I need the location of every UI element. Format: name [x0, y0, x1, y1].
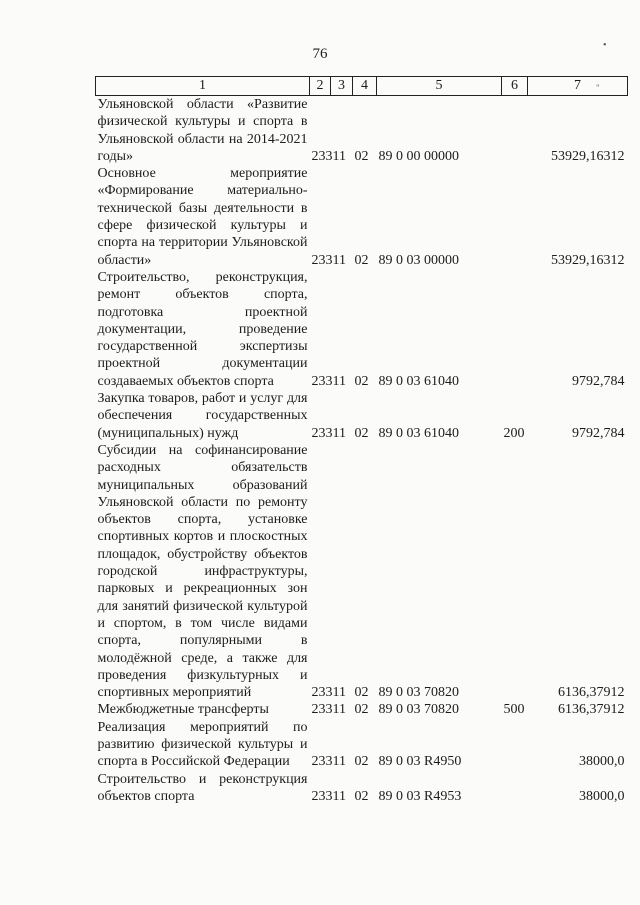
- table-row: [96, 269, 628, 390]
- header-col-2: 2: [310, 77, 331, 96]
- row-code-target: 89 0 03 00000: [378, 252, 459, 268]
- row-code-type: 500: [503, 702, 525, 718]
- row-code-type: [502, 96, 528, 166]
- row-code-subsection: 02: [354, 702, 369, 718]
- budget-table: [95, 76, 628, 805]
- row-code-type: [502, 165, 528, 269]
- row-code-ministry: 233: [311, 685, 333, 701]
- row-name: Реализация мероприятий по развитию физической культуры и спорта в Российской Федерации: [97, 719, 308, 770]
- table-row: [96, 390, 628, 442]
- row-code-ministry: 233: [311, 425, 333, 441]
- row-code-type: [502, 269, 528, 390]
- row-code-type: [502, 442, 528, 701]
- table-row: [96, 442, 628, 701]
- row-code-section: 11: [332, 373, 346, 389]
- header-col-5: 5: [377, 77, 502, 96]
- page-number: 76: [312, 46, 328, 62]
- row-name: Строительство, реконструкция, ремонт объектов спорта, подготовка проектной документации, проведение государственной экспертизы проектной документации создаваемых объектов спорта: [97, 269, 308, 389]
- row-sum: 38000,0: [579, 754, 625, 770]
- tick-mark: ": [596, 83, 600, 93]
- row-code-target: 89 0 03 61040: [378, 425, 459, 441]
- row-code-type: [502, 771, 528, 806]
- row-sum: 53929,16312: [551, 252, 625, 268]
- row-code-subsection: 02: [354, 373, 369, 389]
- row-code-section: 11: [332, 148, 346, 164]
- corner-mark: •: [603, 40, 607, 51]
- row-code-ministry: 233: [311, 148, 333, 164]
- row-code-type: [502, 719, 528, 771]
- row-code-section: 11: [332, 685, 346, 701]
- row-sum: 9792,784: [572, 373, 625, 389]
- row-code-target: 89 0 03 70820: [378, 685, 459, 701]
- row-code-section: 11: [332, 702, 346, 718]
- row-code-target: 89 0 03 70820: [378, 702, 459, 718]
- table-row: [96, 701, 628, 718]
- row-sum: 6136,37912: [558, 685, 625, 701]
- header-col-7: 7: [528, 77, 628, 96]
- row-code-target: 89 0 03 61040: [378, 373, 459, 389]
- header-col-4: 4: [353, 77, 377, 96]
- table-row: [96, 719, 628, 771]
- row-code-section: 11: [332, 788, 346, 804]
- row-code-subsection: 02: [354, 148, 369, 164]
- row-name: Ульяновской области «Развитие физической культуры и спорта в Ульяновской области на 2014-2021 годы»: [97, 97, 308, 164]
- row-name: Межбюджетные трансферты: [97, 702, 269, 718]
- row-sum: 53929,16312: [551, 148, 625, 164]
- row-code-subsection: 02: [354, 754, 369, 770]
- row-code-section: 11: [332, 754, 346, 770]
- table-row: [96, 96, 628, 166]
- row-sum: 38000,0: [579, 788, 625, 804]
- row-code-subsection: 02: [354, 252, 369, 268]
- header-col-3: 3: [331, 77, 353, 96]
- row-sum: 9792,784: [572, 425, 625, 441]
- row-code-subsection: 02: [354, 425, 369, 441]
- row-code-target: 89 0 03 R4950: [378, 754, 462, 770]
- row-name: Строительство и реконструкция объектов спорта: [97, 771, 308, 804]
- row-code-subsection: 02: [354, 685, 369, 701]
- table-row: [96, 771, 628, 806]
- header-row: [96, 77, 628, 96]
- row-name: Субсидии на софинансирование расходных обязательств муниципальных образований Ульяновской области по ремонту объектов спорта, установке спортивных кортов и плоскостных площадок, обустройству объектов городской инфраструктуры, парковых и рекреационных зон для занятий физической культурой и спортом, в том числе видами спорта, популярными в молодёжной среде, а также для проведения физкультурных и спортивных мероприятий: [97, 442, 308, 701]
- row-code-target: 89 0 03 R4953: [378, 788, 462, 804]
- table-row: [96, 165, 628, 269]
- row-sum: 6136,37912: [558, 702, 625, 718]
- row-name: Основное мероприятие «Формирование материально-технической базы деятельности в сфере физической культуры и спорта на территории Ульяновской области»: [97, 166, 308, 268]
- row-code-ministry: 233: [311, 788, 333, 804]
- row-code-ministry: 233: [311, 702, 333, 718]
- header-col-1: 1: [96, 77, 310, 96]
- row-code-ministry: 233: [311, 373, 333, 389]
- row-code-section: 11: [332, 252, 346, 268]
- header-col-6: 6: [502, 77, 528, 96]
- row-code-subsection: 02: [354, 788, 369, 804]
- row-code-section: 11: [332, 425, 346, 441]
- row-code-target: 89 0 00 00000: [378, 148, 459, 164]
- row-name: Закупка товаров, работ и услуг для обеспечения государственных (муниципальных) нужд: [97, 391, 308, 441]
- row-code-ministry: 233: [311, 252, 333, 268]
- row-code-type: 200: [503, 425, 525, 441]
- row-code-ministry: 233: [311, 754, 333, 770]
